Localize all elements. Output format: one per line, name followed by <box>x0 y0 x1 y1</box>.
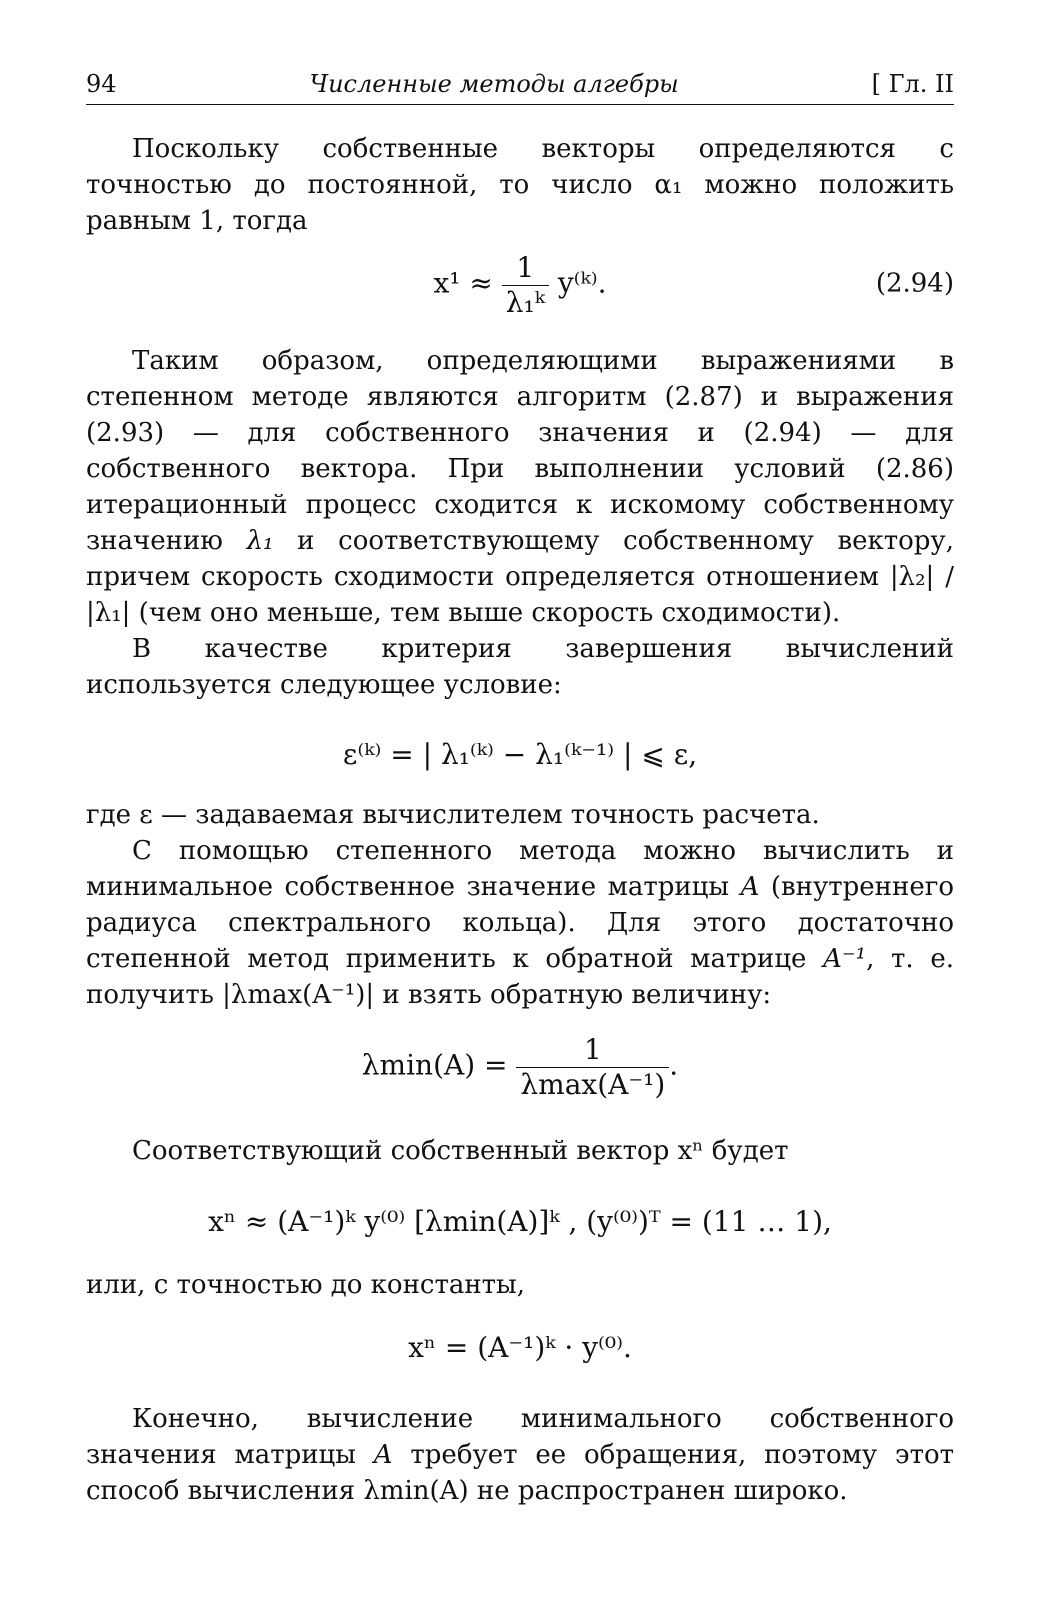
paragraph-2 <box>86 343 954 631</box>
p8-text-b: требует ее обращения, поэтому этот способ вычисления <box>86 1440 955 1506</box>
lmin-numerator: 1 <box>516 1033 669 1068</box>
equation-xn-approx: xⁿ ≈ (A⁻¹)ᵏ y⁽⁰⁾ [λmin(A)]ᵏ , (y⁽⁰⁾)ᵀ = (11 … 1), <box>208 1205 832 1238</box>
eq294-numerator: 1 <box>502 251 549 286</box>
p2-text-b: и соответствующему собственному вектору, причем скорость сходимости определяется отношением <box>86 526 954 592</box>
chapter-label: [ Гл. II <box>871 70 954 98</box>
abs-lambda-max-inline: |λmax(A⁻¹)| <box>222 980 375 1010</box>
equation-number: (2.94) <box>875 268 954 299</box>
lambda-min-inline: λmin(A) <box>363 1476 469 1506</box>
A-inverse-inline: A⁻¹ <box>823 944 867 974</box>
paragraph-6: Соответствующий собственный вектор xⁿ будет <box>132 1136 789 1166</box>
lmin-fraction <box>516 1033 669 1101</box>
paragraph-7: или, с точностью до константы, <box>86 1270 526 1300</box>
equation-xn-const: xⁿ = (A⁻¹)ᵏ · y⁽⁰⁾. <box>408 1331 632 1364</box>
p5-text-a: С помощью степенного метода можно вычислить и минимальное собственное значение матрицы <box>86 836 954 902</box>
paragraph-8 <box>86 1401 954 1509</box>
eq294-denominator: λ₁ᵏ <box>505 285 545 319</box>
paragraph-5 <box>86 833 954 1013</box>
p2-text-a: Таким образом, определяющими выражениями в степенном методе являются алгоритм (2.87) и выражения (2.93) — для собственного значения и (2.94) — для собственного вектора. При выполнении условий (2.86) итерационный процесс сходится к искомому собственному значению <box>86 346 954 556</box>
ratio-inline: |λ₂| / |λ₁| <box>86 562 954 628</box>
equation-lambda-min <box>86 1033 954 1113</box>
equation-epsilon: ε⁽ᵏ⁾ = | λ₁⁽ᵏ⁾ − λ₁⁽ᵏ⁻¹⁾ | ⩽ ε, <box>342 738 698 771</box>
p8-text-c: не распространен широко. <box>468 1476 848 1506</box>
running-header <box>86 70 954 105</box>
p8-text-a: Конечно, вычисление минимального собственного значения матрицы <box>86 1404 954 1470</box>
eq294-right: y⁽ᵏ⁾. <box>557 266 607 300</box>
matrix-A-inline-2: A <box>373 1440 393 1470</box>
lmin-period: . <box>669 1048 679 1082</box>
p5-text-d: и взять обратную величину: <box>374 980 772 1010</box>
lambda1-inline: λ₁ <box>246 526 274 556</box>
p5-text-b: (внутреннего радиуса спектрального кольца). Для этого достаточно степенной метод применить к обратной матрице <box>86 872 954 974</box>
equation-2-94 <box>86 251 954 317</box>
running-title: Численные методы алгебры <box>309 70 679 98</box>
page-number: 94 <box>86 70 117 98</box>
paragraph-3: В качестве критерия завершения вычислений используется следующее условие: <box>86 634 954 700</box>
eq294-fraction <box>502 251 549 319</box>
book-page <box>86 70 954 1509</box>
matrix-A-inline: A <box>740 872 760 902</box>
p5-text-c: , т. е. получить <box>86 944 954 1010</box>
paragraph-1: Поскольку собственные векторы определяются с точностью до постоянной, то число α₁ можно положить равным 1, тогда <box>86 134 954 236</box>
eq294-left: x¹ ≈ <box>433 266 493 300</box>
paragraph-4: где ε — задаваемая вычислителем точность расчета. <box>86 800 820 830</box>
lmin-denominator: λmax(A⁻¹) <box>520 1067 666 1101</box>
lmin-left: λmin(A) = <box>361 1048 508 1082</box>
p2-text-c: (чем оно меньше, тем выше скорость сходимости). <box>130 598 841 628</box>
